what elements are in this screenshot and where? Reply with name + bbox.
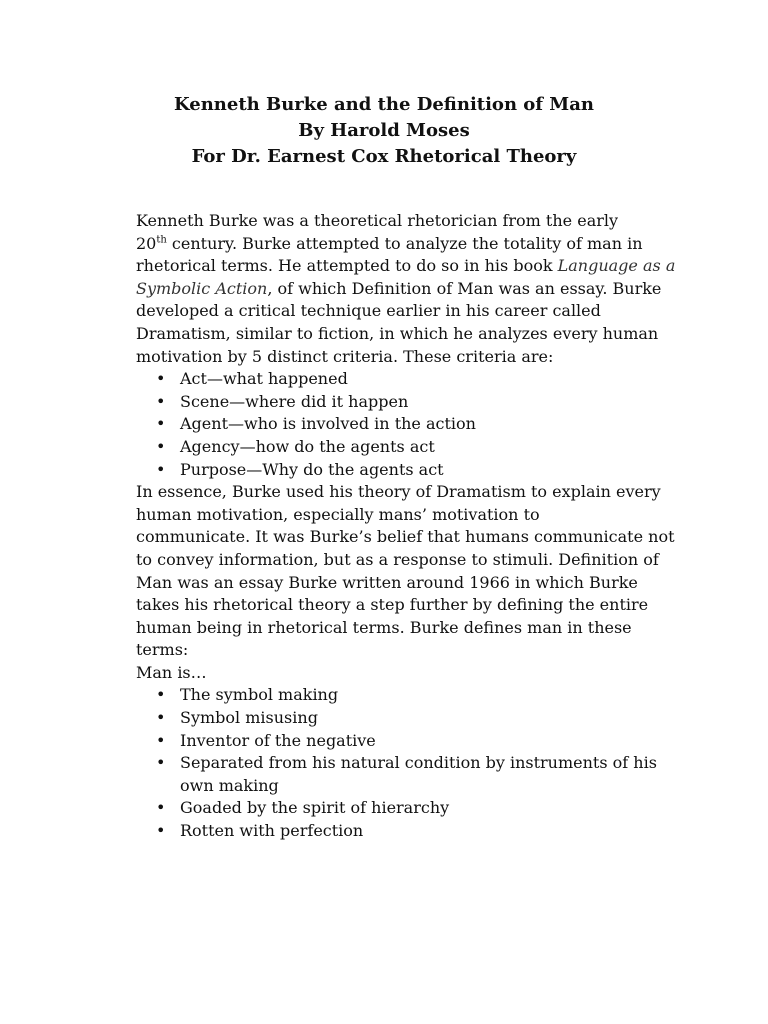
list-item-text: Agent—who is involved in the action bbox=[180, 414, 476, 434]
bullet-icon: • bbox=[156, 798, 166, 818]
bullet-icon: • bbox=[156, 391, 166, 411]
document-title: Kenneth Burke and the Definition of Man bbox=[174, 94, 594, 115]
body-line: communicate. It was Burke’s belief that humans communicate not bbox=[136, 527, 675, 547]
body-line: takes his rhetorical theory a step further by defining the entire bbox=[136, 595, 649, 615]
body-line: human motivation, especially mans’ motivation to bbox=[136, 504, 540, 524]
list-item-text: Purpose—Why do the agents act bbox=[180, 459, 444, 479]
bullet-icon: • bbox=[156, 821, 166, 841]
document-author: By Harold Moses bbox=[298, 120, 470, 141]
body-line: In essence, Burke used his theory of Dramatism to explain every bbox=[136, 482, 661, 502]
document-body bbox=[136, 210, 676, 843]
ordinal-number: 20 bbox=[136, 233, 157, 253]
intro-line: motivation by 5 distinct criteria. These criteria are: bbox=[136, 346, 554, 366]
book-title-part: Symbolic Action bbox=[136, 278, 268, 298]
bullet-icon: • bbox=[156, 753, 166, 773]
list-item bbox=[136, 459, 676, 482]
body-line: to convey information, but as a response to stimuli. Definition of bbox=[136, 549, 659, 569]
list-item-text: Act—what happened bbox=[180, 369, 348, 389]
list-item bbox=[136, 707, 676, 730]
intro-line-text: century. Burke attempted to analyze the totality of man in bbox=[166, 233, 643, 253]
bullet-icon: • bbox=[156, 369, 166, 389]
list-item bbox=[136, 797, 676, 820]
title-block bbox=[0, 92, 768, 170]
intro-line-text: , of which Definition of Man was an essay. Burke bbox=[267, 278, 662, 298]
bullet-icon: • bbox=[156, 459, 166, 479]
list-item-text: The symbol making bbox=[180, 685, 339, 705]
list-item bbox=[136, 820, 676, 843]
list-item bbox=[136, 368, 676, 391]
intro-line bbox=[136, 278, 676, 301]
body-line: Man was an essay Burke written around 1966 in which Burke bbox=[136, 572, 638, 592]
bullet-icon: • bbox=[156, 730, 166, 750]
list-item-text: Separated from his natural condition by instruments of his bbox=[180, 753, 657, 773]
list-item-text: Rotten with perfection bbox=[180, 821, 364, 841]
body-line: human being in rhetorical terms. Burke defines man in these bbox=[136, 617, 632, 637]
definitions-list bbox=[136, 684, 676, 842]
criteria-list bbox=[136, 368, 676, 481]
intro-line: developed a critical technique earlier in his career called bbox=[136, 301, 601, 321]
ordinal-suffix: th bbox=[156, 234, 167, 246]
bullet-icon: • bbox=[156, 685, 166, 705]
bullet-icon: • bbox=[156, 414, 166, 434]
body-line: Man is… bbox=[136, 662, 207, 682]
list-item-text: Scene—where did it happen bbox=[180, 391, 409, 411]
list-item-text: Symbol misusing bbox=[180, 708, 318, 728]
bullet-icon: • bbox=[156, 708, 166, 728]
list-item bbox=[136, 436, 676, 459]
list-item bbox=[136, 730, 676, 753]
intro-line: Dramatism, similar to fiction, in which he analyzes every human bbox=[136, 323, 659, 343]
intro-line: Kenneth Burke was a theoretical rhetorician from the early bbox=[136, 211, 619, 230]
body-line: terms: bbox=[136, 640, 189, 660]
list-item-text-continued: own making bbox=[180, 775, 279, 795]
list-item-text: Inventor of the negative bbox=[180, 730, 376, 750]
list-item bbox=[136, 752, 676, 797]
book-title-part: Language as a bbox=[557, 256, 676, 276]
document-course: For Dr. Earnest Cox Rhetorical Theory bbox=[191, 146, 577, 167]
list-item bbox=[136, 391, 676, 414]
bullet-icon: • bbox=[156, 436, 166, 456]
intro-line-text: rhetorical terms. He attempted to do so in his book bbox=[136, 256, 558, 276]
intro-line bbox=[136, 255, 676, 278]
list-item-text: Goaded by the spirit of hierarchy bbox=[180, 798, 450, 818]
list-item-text: Agency—how do the agents act bbox=[180, 436, 435, 456]
list-item bbox=[136, 413, 676, 436]
intro-line bbox=[136, 233, 676, 256]
list-item bbox=[136, 684, 676, 707]
